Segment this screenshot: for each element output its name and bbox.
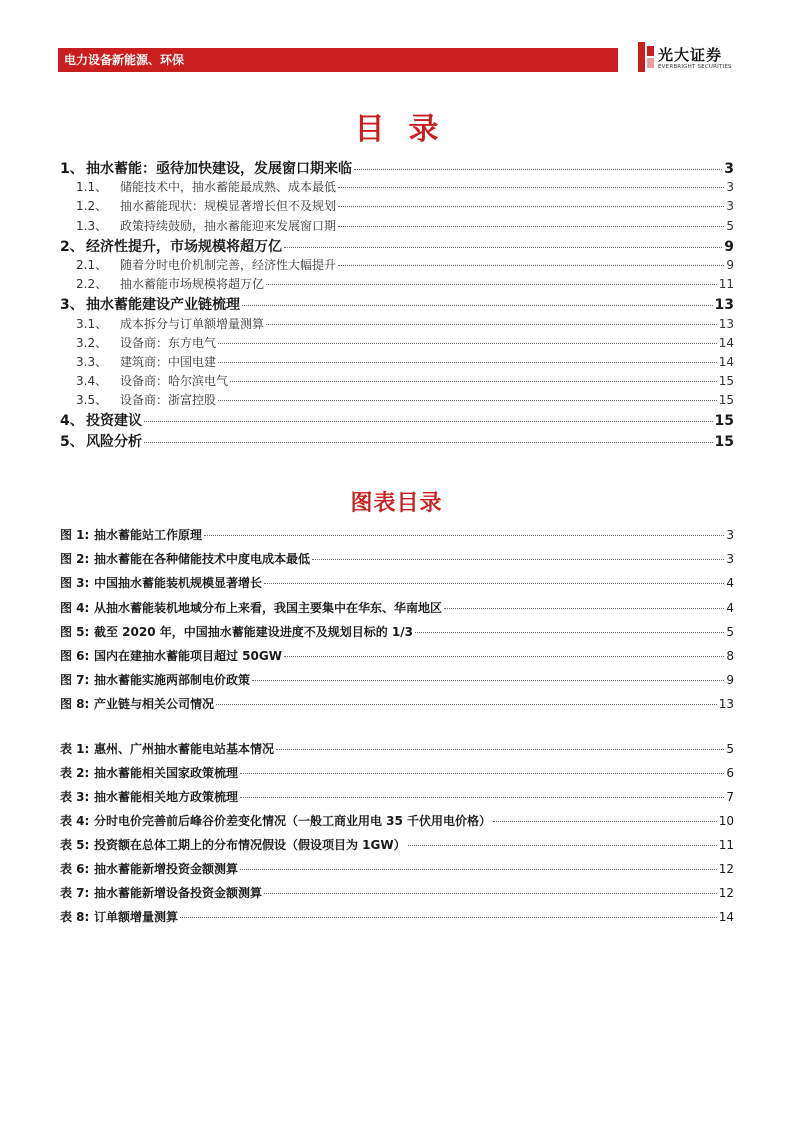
toc-chapter-entry-leader-dots [284,247,722,248]
table-entry-label: 分时电价完善前后峰谷价差变化情况（一般工商业用电 35 千伏用电价格） [94,814,492,828]
toc-chapter-entry-number: 4、 [60,413,84,430]
figure-entry[interactable] [60,574,734,598]
table-entry[interactable] [60,908,734,932]
figure-entry-label: 国内在建抽水蓄能项目超过 50GW [94,648,282,663]
toc-title: 目录 [354,112,463,147]
toc-section-entry-page-number: 9 [726,257,734,272]
toc-chapter-entry-title [60,410,142,430]
figure-entry-label: 截至 2020 年，中国抽水蓄能建设进度不及规划目标的 1/3 [94,624,414,639]
toc-section-entry-title [76,315,264,332]
toc-section-entry-leader-dots [230,381,717,382]
toc-section-entry-number: 3.1、 [76,316,108,331]
toc-chapter-entry-label: 经济性提升，市场规模将超万亿 [86,238,282,255]
toc-section-entry[interactable] [60,275,734,294]
figure-entry[interactable] [60,623,734,647]
toc-section-entry-leader-dots [338,206,724,207]
figure-entry-title [60,695,214,712]
figure-entry-leader-dots [415,632,724,633]
figure-entry[interactable] [60,671,734,695]
table-entry-label: 抽水蓄能新增设备投资金额测算 [94,886,263,900]
toc-section-entry-label: 成本拆分与订单额增量测算 [120,316,265,331]
toc-chapter-entry-leader-dots [242,305,713,306]
toc-chapter-entry-number: 1、 [60,161,84,177]
toc-section-entry-number: 2.2、 [76,277,108,292]
toc-chapter-entry-number: 2、 [60,238,84,255]
toc-section-entry-label: 随着分时电价机制完善，经济性大幅提升 [120,257,337,272]
table-entry[interactable] [60,836,734,860]
figure-entry-page-number: 3 [726,552,734,567]
toc-section-entry-label: 建筑商：中国电建 [120,354,217,369]
table-entry-title [60,884,262,901]
toc-section-entry-title [76,178,336,195]
table-entry[interactable] [60,764,734,788]
toc-section-entry-leader-dots [218,362,717,363]
toc-section-entry-title [76,275,264,292]
table-entry-title [60,788,238,805]
toc-chapter-entry-page-number: 15 [714,413,734,430]
toc-section-entry-page-number: 14 [718,354,734,369]
figure-entry-number: 图 4: [60,600,90,615]
figure-list [60,526,734,720]
table-entry-title [60,908,178,925]
toc-section-entry-label: 设备商：东方电气 [120,335,217,350]
table-entry-title [60,740,274,757]
figure-entry[interactable] [60,599,734,623]
toc-section-entry[interactable] [60,256,734,275]
table-entry[interactable] [60,788,734,812]
figure-entry[interactable] [60,695,734,719]
toc-section-entry-label: 抽水蓄能现状：规模显著增长但不及规划 [120,199,337,214]
toc-section-entry-leader-dots [338,226,724,227]
table-entry-number: 表 8: [60,910,90,924]
toc-chapter-entry[interactable] [60,431,734,451]
table-entry[interactable] [60,812,734,836]
figure-entry-leader-dots [252,680,724,681]
table-entry-page-number: 10 [718,814,734,828]
toc-section-entry-label: 储能技术中，抽水蓄能最成熟、成本最低 [120,180,337,195]
toc-section-entry[interactable] [60,353,734,372]
toc-chapter-entry-label: 投资建议 [86,413,142,430]
toc-section-entry-number: 3.5、 [76,393,108,408]
toc-chapter-entry[interactable] [60,158,734,178]
figure-entry-number: 图 5: [60,624,90,639]
table-entry-title [60,860,238,877]
table-entry[interactable] [60,860,734,884]
table-entry-page-number: 7 [726,790,734,804]
logo-chinese-name: 光大证券 [658,46,723,64]
toc-section-entry-label: 设备商：浙富控股 [120,393,217,408]
figure-entry-page-number: 4 [726,576,734,591]
figure-entry-title [60,671,250,688]
figure-entry-leader-dots [264,583,724,584]
toc-section-entry-number: 3.3、 [76,354,108,369]
figure-entry-page-number: 4 [726,600,734,615]
toc-section-entry-number: 2.1、 [76,257,108,272]
figure-entry-page-number: 3 [726,528,734,542]
toc-section-entry-leader-dots [218,343,717,344]
figure-entry-leader-dots [216,704,717,705]
table-entry-page-number: 6 [726,766,734,780]
table-entry-number: 表 5: [60,838,90,852]
figure-entry-label: 抽水蓄能实施两部制电价政策 [94,673,251,688]
figure-entry-page-number: 5 [726,624,734,639]
toc-section-entry-title [76,334,216,351]
figure-entry-page-number: 8 [726,648,734,663]
table-entry-number: 表 4: [60,814,90,828]
table-entry-number: 表 2: [60,766,90,780]
toc-section-entry-page-number: 3 [726,180,734,195]
toc-chapter-entry[interactable] [60,294,734,314]
toc-section-entry-page-number: 15 [718,393,734,408]
toc-section-entry-title [76,217,336,234]
header-sector-text: 电力设备新能源、环保 [64,53,185,67]
toc-chapter-entry-leader-dots [354,169,722,170]
figure-entry-leader-dots [444,608,724,609]
table-entry-page-number: 11 [718,838,734,852]
table-list [60,740,734,932]
figure-entry[interactable] [60,647,734,671]
toc-section-entry-label: 设备商：哈尔滨电气 [120,374,229,389]
figures-title: 图表目录 [350,491,443,516]
figure-entry-page-number: 9 [726,673,734,688]
everbright-logo-icon [636,42,656,72]
figure-entry-label: 从抽水蓄能装机地域分布上来看，我国主要集中在华东、华南地区 [94,600,443,615]
figure-entry-title [60,647,282,664]
toc-chapter-entry[interactable] [60,410,734,430]
figure-entry-number: 图 3: [60,576,90,591]
toc-section-entry-number: 3.2、 [76,335,108,350]
table-entry-page-number: 5 [726,742,734,756]
toc-chapter-entry-title [60,294,240,314]
table-entry-page-number: 14 [718,910,734,924]
toc-chapter-entry[interactable] [60,236,734,256]
table-entry-label: 惠州、广州抽水蓄能电站基本情况 [94,742,275,756]
toc-section-entry-page-number: 14 [718,335,734,350]
table-entry-number: 表 1: [60,742,90,756]
toc-section-entry-number: 1.3、 [76,218,108,233]
toc-chapter-entry-label: 抽水蓄能建设产业链梳理 [86,297,240,314]
figure-entry-page-number: 13 [718,697,734,712]
table-entry-number: 表 3: [60,790,90,804]
toc-section-entry-title [76,197,336,214]
figure-entry-leader-dots [204,535,724,536]
toc-section-entry-leader-dots [266,284,717,285]
toc-chapter-entry-page-number: 15 [714,433,734,450]
table-entry[interactable] [60,740,734,764]
figure-entry[interactable] [60,526,734,550]
figure-entry-label: 产业链与相关公司情况 [94,697,215,712]
toc-section-entry-page-number: 3 [726,199,734,214]
table-entry-leader-dots [408,845,717,846]
toc-chapter-entry-leader-dots [144,442,713,443]
table-entry-leader-dots [276,749,724,750]
figure-entry-title [60,599,442,616]
toc-chapter-entry-page-number: 13 [714,297,734,314]
table-entry-title [60,836,406,853]
table-entry-number: 表 7: [60,886,90,900]
table-entry[interactable] [60,884,734,908]
brand-logo [636,42,736,74]
toc-section-entry-number: 1.2、 [76,199,108,214]
toc-chapter-entry-title [60,158,352,178]
toc-section-entry-title [76,353,216,370]
toc-section-entry[interactable] [60,197,734,216]
toc-section-entry-leader-dots [338,265,724,266]
toc-section-entry-label: 抽水蓄能市场规模将超万亿 [120,277,265,292]
toc-section-entry[interactable] [60,391,734,410]
figure-entry-number: 图 8: [60,697,90,712]
toc-section-entry-page-number: 15 [718,374,734,389]
toc-section-entry[interactable] [60,372,734,391]
table-entry-number: 表 6: [60,862,90,876]
toc-section-entry[interactable] [60,334,734,353]
toc-chapter-entry-title [60,236,282,256]
toc-section-entry-title [76,391,216,408]
figure-entry-number: 图 2: [60,552,90,567]
table-entry-leader-dots [240,773,724,774]
table-entry-label: 抽水蓄能相关国家政策梳理 [94,766,239,780]
table-entry-label: 抽水蓄能新增投资金额测算 [94,862,239,876]
toc-section-entry[interactable] [60,217,734,236]
toc-chapter-entry-title [60,431,142,451]
toc-section-entry[interactable] [60,178,734,197]
toc-chapter-entry-number: 3、 [60,297,84,314]
toc-section-entry-title [76,372,228,389]
toc-chapter-entry-label: 抽水蓄能：亟待加快建设，发展窗口期来临 [86,161,352,177]
table-entry-label: 订单额增量测算 [94,910,179,924]
toc-chapter-entry-page-number: 9 [724,238,734,255]
toc-section-entry-page-number: 13 [718,316,734,331]
toc-section-entry[interactable] [60,315,734,334]
figure-entry-title [60,574,262,591]
logo-english-name: EVERBRIGHT SECURITIES [658,64,732,70]
table-entry-leader-dots [240,797,724,798]
figure-entry-title [60,526,202,543]
toc-section-entry-page-number: 5 [726,218,734,233]
figure-entry-title [60,550,310,567]
table-entry-page-number: 12 [718,862,734,876]
figure-entry-number: 图 6: [60,648,90,663]
table-entry-label: 抽水蓄能相关地方政策梳理 [94,790,239,804]
table-entry-label: 投资额在总体工期上的分布情况假设（假设项目为 1GW） [94,838,406,852]
toc-section-entry-leader-dots [338,187,724,188]
toc-chapter-entry-page-number: 3 [724,161,734,177]
figure-entry-label: 中国抽水蓄能装机规模显著增长 [94,576,263,591]
table-entry-page-number: 12 [718,886,734,900]
toc-list [60,158,734,451]
figure-entry-leader-dots [312,559,724,560]
toc-section-entry-number: 3.4、 [76,374,108,389]
figure-entry-label: 抽水蓄能站工作原理 [94,528,203,542]
figure-entry-number: 图 1: [60,528,90,542]
figure-entry-leader-dots [284,656,724,657]
table-entry-title [60,764,238,781]
figure-entry-number: 图 7: [60,673,90,688]
toc-chapter-entry-label: 风险分析 [86,433,142,450]
toc-section-entry-number: 1.1、 [76,180,108,195]
toc-section-entry-label: 政策持续鼓励，抽水蓄能迎来发展窗口期 [120,218,337,233]
toc-section-entry-page-number: 11 [718,277,734,292]
table-entry-leader-dots [493,821,717,822]
table-entry-leader-dots [180,917,717,918]
toc-chapter-entry-leader-dots [144,421,713,422]
table-entry-leader-dots [264,893,717,894]
figure-entry-label: 抽水蓄能在各种储能技术中度电成本最低 [94,552,311,567]
figure-entry-title [60,623,413,640]
toc-section-entry-leader-dots [218,400,717,401]
table-entry-title [60,812,491,829]
toc-section-entry-title [76,256,336,273]
figure-entry[interactable] [60,550,734,574]
header-sector-band [58,48,618,72]
toc-chapter-entry-number: 5、 [60,433,84,450]
table-entry-leader-dots [240,869,717,870]
toc-section-entry-leader-dots [266,324,717,325]
